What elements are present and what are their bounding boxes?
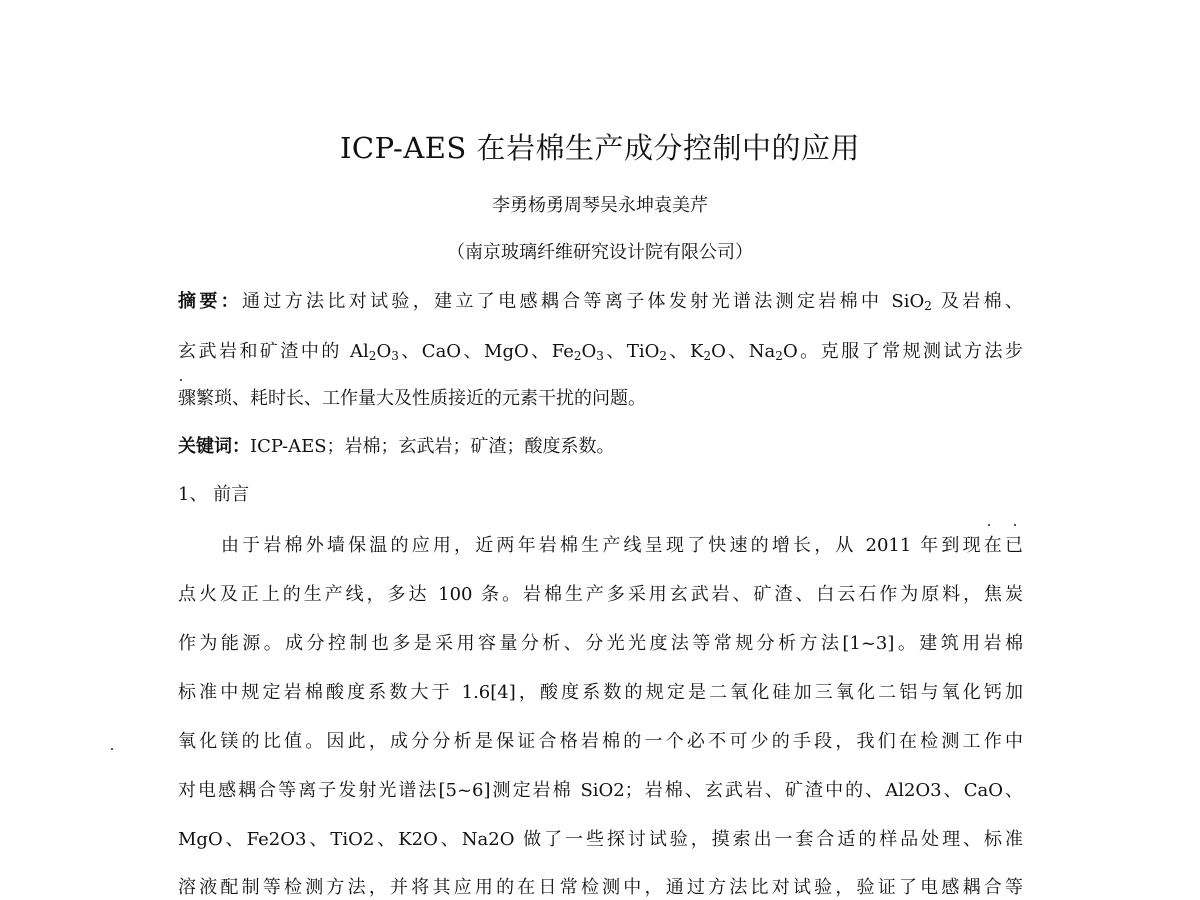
abstract-line-3: 骤繁琐、耗时长、工作量大及性质接近的元素干扰的问题。: [178, 388, 646, 409]
scan-speck: [111, 748, 113, 750]
abstract-line-2: 玄武岩和矿渣中的 $Al_2O_3$、CaO、MgO、$Fe_2O_3$、TiO$_2$、$K_2O$、$Na_2O$。克服了常规测试方法步: [178, 341, 1023, 363]
body-line-6: 对电感耦合等离子发射光谱法[5~6]测定岩棉 SiO2；岩棉、玄武岩、矿渣中的、Al2O3、CaO、: [178, 780, 1023, 801]
body-line-1: 由于岩棉外墙保温的应用，近两年岩棉生产线呈现了快速的增长，从 2011 年到现在已: [221, 535, 1023, 556]
body-line-8: 溶液配制等检测方法，并将其应用的在日常检测中，通过方法比对试验，验证了电感耦合等: [178, 877, 1023, 898]
body-line-2: 点火及正上的生产线，多达 100 条。岩棉生产多采用玄武岩、矿渣、白云石作为原料，焦炭: [178, 584, 1023, 605]
scan-speck: [988, 524, 990, 526]
authors: 李勇杨勇周琴吴永坤袁美芹: [492, 195, 708, 216]
scan-speck: [180, 379, 182, 381]
affiliation: （南京玻璃纤维研究设计院有限公司）: [447, 242, 753, 263]
paper-title: ICP-AES 在岩棉生产成分控制中的应用: [339, 131, 861, 165]
abstract-label: 摘要：: [178, 291, 243, 312]
abstract-line-1: 摘要：通过方法比对试验，建立了电感耦合等离子体发射光谱法测定岩棉中 SiO$_2$ 及岩棉、: [178, 291, 1023, 313]
body-line-7: MgO、Fe2O3、TiO2、K2O、Na2O 做了一些探讨试验，摸索出一套合适的样品处理、标准: [178, 829, 1023, 850]
body-line-5: 氧化镁的比值。因此，成分分析是保证合格岩棉的一个必不可少的手段，我们在检测工作中: [178, 731, 1023, 752]
scan-speck: [1014, 524, 1016, 526]
keywords-label: 关键词：: [178, 436, 250, 457]
body-line-4: 标准中规定岩棉酸度系数大于 1.6[4]，酸度系数的规定是二氧化硅加三氧化二铝与氧化钙加: [178, 682, 1023, 703]
keywords: [178, 435, 615, 459]
keywords-text: ICP-AES；岩棉；玄武岩；矿渣；酸度系数。: [250, 436, 615, 457]
section-heading: 1、 前言: [178, 484, 250, 505]
body-line-3: 作为能源。成分控制也多是采用容量分析、分光光度法等常规分析方法[1~3]。建筑用岩棉: [178, 633, 1023, 654]
